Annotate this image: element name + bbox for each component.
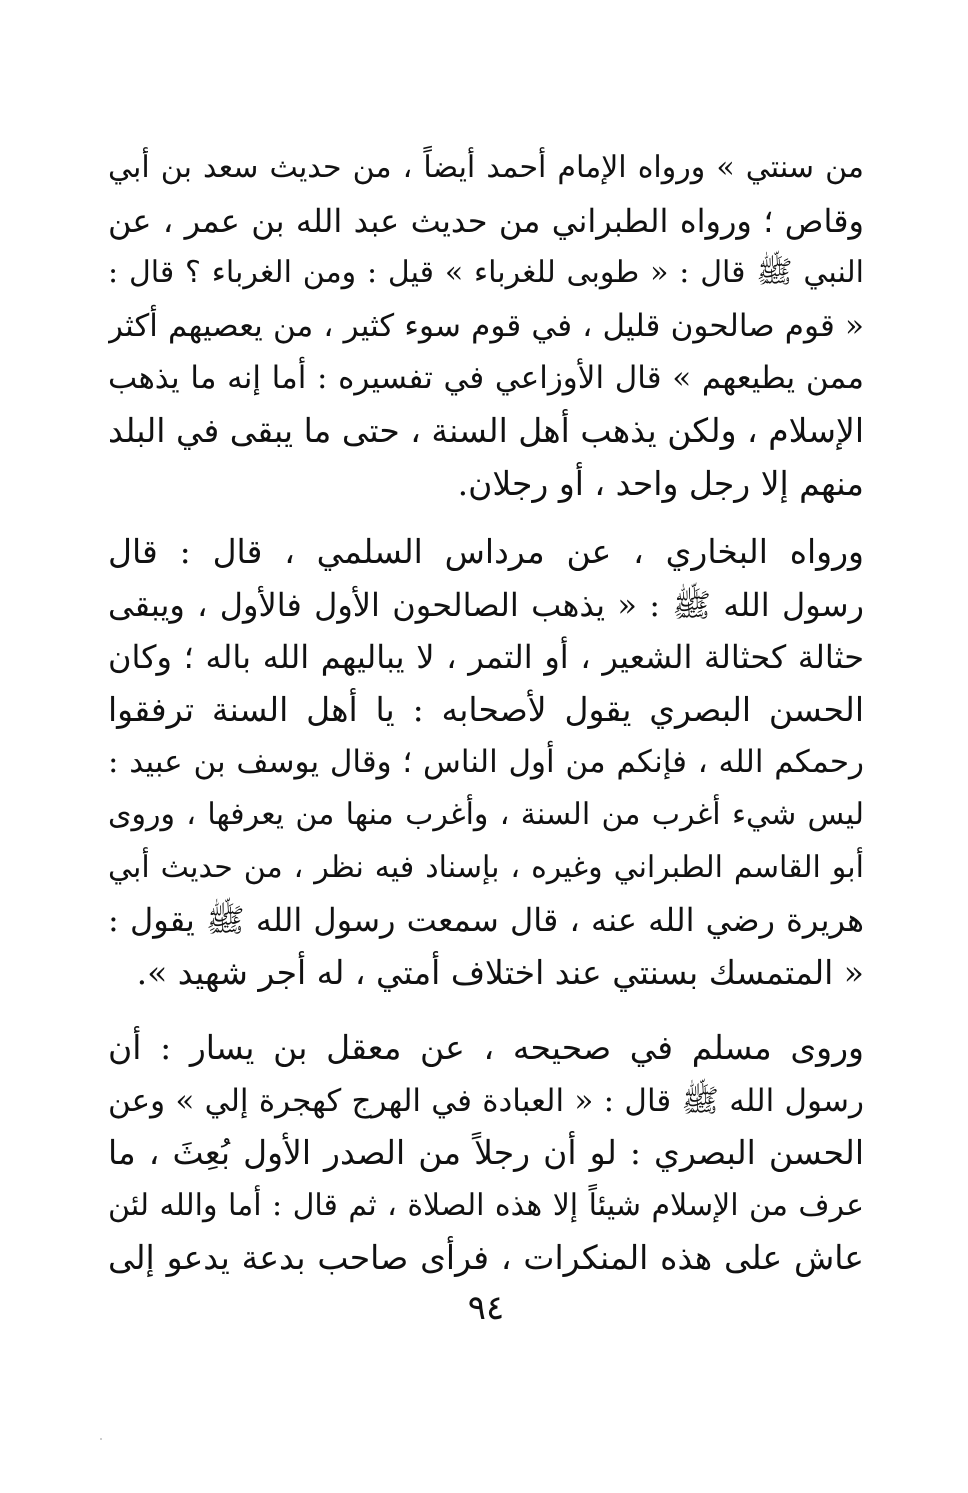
text-line: رسول الله ﷺ : « يذهب الصالحون الأول فالأول ، ويبقى bbox=[108, 585, 864, 624]
text-line: عرف من الإسلام شيئاً إلا هذه الصلاة ، ثم قال : أما والله لئن bbox=[108, 1187, 864, 1223]
paragraph bbox=[108, 142, 864, 510]
paragraph bbox=[108, 526, 864, 999]
text-line: « المتمسك بسنتي عند اختلاف أمتي ، له أجر شهيد ». bbox=[136, 952, 864, 992]
book-page bbox=[108, 0, 864, 1493]
text-line: رحمكم الله ، فإنكم من أول الناس ؛ وقال يوسف بن عبيد : bbox=[108, 744, 864, 781]
text-line: عاش على هذه المنكرات ، فرأى صاحب بدعة يدعو إلى bbox=[108, 1238, 864, 1278]
text-line: وروى مسلم في صحيحه ، عن معقل بن يسار : أن bbox=[108, 1028, 864, 1067]
text-line: النبي ﷺ قال : « طوبى للغرباء » قيل : ومن الغرباء ؟ قال : bbox=[108, 255, 864, 291]
text-line: الحسن البصري : لو أن رجلاً من الصدر الأول بُعِثَ ، ما bbox=[108, 1133, 864, 1173]
text-line: وقاص ؛ ورواه الطبراني من حديث عبد الله بن عمر ، عن bbox=[108, 201, 864, 240]
text-line: حثالة كحثالة الشعير ، أو التمر ، لا يباليهم الله باله ؛ وكان bbox=[108, 638, 864, 677]
text-line: أبو القاسم الطبراني وغيره ، بإسناد فيه نظر ، من حديث أبي bbox=[108, 849, 864, 885]
text-line: منهم إلا رجل واحد ، أو رجلان. bbox=[457, 463, 864, 503]
scan-speck bbox=[100, 1438, 102, 1440]
text-line: ليس شيء أغرب من السنة ، وأغرب منها من يعرفها ، وروى bbox=[108, 796, 864, 832]
text-line: ممن يطيعهم » قال الأوزاعي في تفسيره : أما إنه ما يذهب bbox=[108, 360, 864, 397]
text-line: رسول الله ﷺ قال : « العبادة في الهرج كهجرة إلي » وعن bbox=[108, 1082, 864, 1119]
text-line: من سنتي » ورواه الإمام أحمد أيضاً ، من حديث سعد بن أبي bbox=[108, 150, 864, 185]
text-line: الحسن البصري يقول لأصحابه : يا أهل السنة ترفقوا bbox=[108, 689, 864, 729]
paragraph bbox=[108, 1022, 864, 1285]
text-line: الإسلام ، ولكن يذهب أهل السنة ، حتى ما يبقى في البلد bbox=[108, 410, 864, 450]
page-number: ٩٤ bbox=[467, 1288, 505, 1328]
text-line: هريرة رضي الله عنه ، قال سمعت رسول الله ﷺ يقول : bbox=[108, 901, 864, 940]
text-line: « قوم صالحون قليل ، في قوم سوء كثير ، من يعصيهم أكثر bbox=[108, 307, 864, 344]
text-line: ورواه البخاري ، عن مرداس السلمي ، قال : قال bbox=[108, 532, 864, 571]
